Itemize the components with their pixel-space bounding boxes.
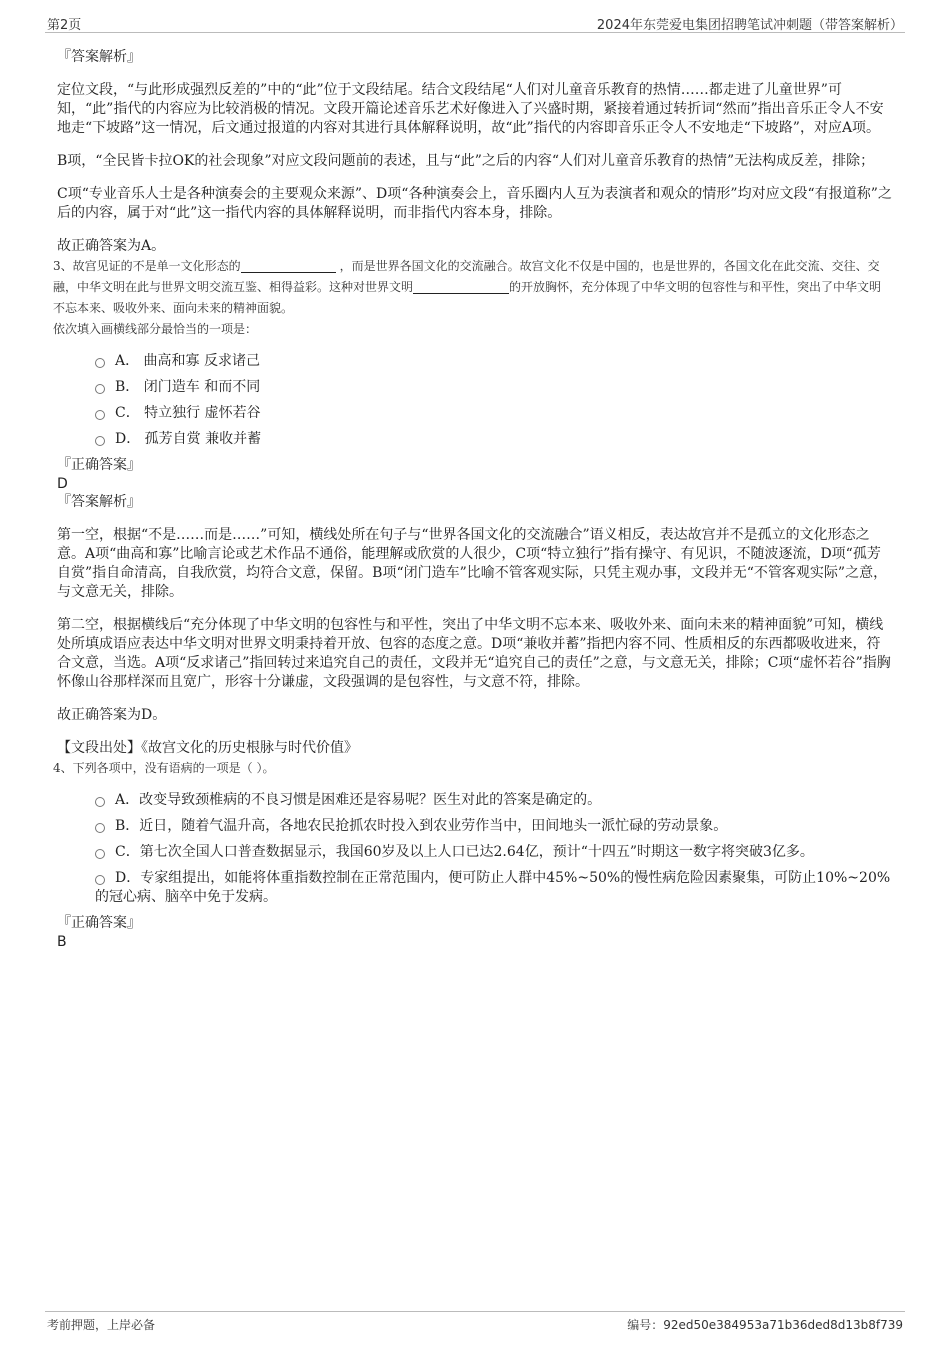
page-number: 第2页 xyxy=(47,18,82,33)
analysis-tag: 『答案解析』 xyxy=(57,494,141,510)
radio-icon[interactable] xyxy=(95,436,105,446)
question-3: 3、故宫见证的不是单一文化形态的 ，而是世界各国文化的交流融合。故宫文化不仅是中国的，也是世界的，各国文化在此交流、交往、交融，中华文明在此与世界文明交流互鉴、相得益彩。这种对世界文明 的开放胸怀，充分体现了中华文明的包容性与和平性，突出了中华文明不忘本来、吸收外来、面向未来的精神面貌。 xyxy=(53,259,882,315)
question-prompt: 依次填入画横线部分最恰当的一项是： xyxy=(53,322,258,336)
option-d[interactable]: D． 孤芳自赏 兼收并蓄 xyxy=(95,430,893,449)
question-4-options xyxy=(95,791,893,907)
radio-icon[interactable] xyxy=(95,875,105,885)
question-4: 4、下列各项中，没有语病的一项是（ ）。 xyxy=(53,761,275,775)
correct-answer-tag: 『正确答案』 xyxy=(57,915,141,931)
radio-icon[interactable] xyxy=(95,384,105,394)
correct-answer: B xyxy=(57,934,67,950)
conclusion: 故正确答案为A。 xyxy=(57,238,166,254)
analysis-paragraph: 第二空，根据横线后“充分体现了中华文明的包容性与和平性，突出了中华文明不忘本来、吸收外来、面向未来的精神面貌”可知，横线处所填成语应表达中华文明对世界文明秉持着开放、包容的态度之意。D项“兼收并蓄”指把内容不同、性质相反的东西都吸收进来，符合文意，当选。A项“反求诸己”指回转过来追究自己的责任，文段并无“追究自己的责任”之意，与文意无关，排除；C项“虚怀若谷”指胸怀像山谷那样深而且宽广，形容十分谦虚，文段强调的是包容性，与文意不符，排除。 xyxy=(57,617,891,690)
passage-source: 【文段出处】《故宫文化的历史根脉与时代价值》 xyxy=(57,740,358,756)
conclusion: 故正确答案为D。 xyxy=(57,707,167,723)
correct-answer-tag: 『正确答案』 xyxy=(57,457,141,473)
answer-blank-1 xyxy=(241,258,336,273)
analysis-paragraph: C项“专业音乐人士是各种演奏会的主要观众来源”、D项“各种演奏会上，音乐圈内人互为表演者和观众的情形”均对应文段“有报道称”之后的内容，属于对“此”这一指代内容的具体解释说明，而非指代内容本身，排除。 xyxy=(57,186,892,221)
correct-answer: D xyxy=(57,476,68,492)
radio-icon[interactable] xyxy=(95,410,105,420)
page-header xyxy=(45,10,905,33)
option-b[interactable]: B．近日，随着气温升高，各地农民抢抓农时投入到农业劳作当中，田间地头一派忙碌的劳动景象。 xyxy=(95,817,893,836)
radio-icon[interactable] xyxy=(95,358,105,368)
document-code: 编号：92ed50e384953a71b36ded8d13b8f739 xyxy=(627,1318,903,1332)
analysis-paragraph: 第一空，根据“不是……而是……”可知，横线处所在句子与“世界各国文化的交流融合”语义相反，表达故宫并不是孤立的文化形态之意。A项“曲高和寡”比喻言论或艺术作品不通俗，能理解或欣赏的人很少，C项“特立独行”指有操守、有见识，不随波逐流，D项“孤芳自赏”指自命清高，自我欣赏，均符合文意，保留。B项“闭门造车”比喻不管客观实际，只凭主观办事，文段并无“不管客观实际”之意，与文意无关，排除。 xyxy=(57,527,888,600)
document-title: 2024年东莞爱电集团招聘笔试冲刺题（带答案解析） xyxy=(596,18,903,33)
page-content xyxy=(53,48,893,951)
option-a[interactable]: A．改变导致颈椎病的不良习惯是困难还是容易呢？医生对此的答案是确定的。 xyxy=(95,791,893,810)
footer-slogan: 考前押题，上岸必备 xyxy=(47,1318,156,1332)
option-b[interactable]: B． 闭门造车 和而不同 xyxy=(95,378,893,397)
radio-icon[interactable] xyxy=(95,849,105,859)
radio-icon[interactable] xyxy=(95,797,105,807)
option-d[interactable]: D．专家组提出，如能将体重指数控制在正常范围内，便可防止人群中45%~50%的慢性病危险因素聚集，可防止10%~20%的冠心病、脑卒中免于发病。 xyxy=(95,870,891,905)
analysis-paragraph: 定位文段，“与此形成强烈反差的”中的“此”位于文段结尾。结合文段结尾“人们对儿童音乐教育的热情……都走进了儿童世界”可知，“此”指代的内容应为比较消极的情况。文段开篇论述音乐艺术好像进入了兴盛时期，紧接着通过转折词“然而”指出音乐正令人不安地走“下坡路”这一情况，后文通过报道的内容对其进行具体解释说明，故“此”指代的内容即音乐正令人不安地走“下坡路”，对应A项。 xyxy=(57,82,884,136)
option-a[interactable]: A． 曲高和寡 反求诸己 xyxy=(95,352,893,371)
analysis-tag: 『答案解析』 xyxy=(57,49,141,65)
option-c[interactable]: C．第七次全国人口普查数据显示，我国60岁及以上人口已达2.64亿，预计“十四五”时期这一数字将突破3亿多。 xyxy=(95,843,893,862)
answer-blank-2 xyxy=(413,279,509,294)
analysis-paragraph: B项，“全民皆卡拉OK的社会现象”对应文段问题前的表述，且与“此”之后的内容“人们对儿童音乐教育的热情”无法构成反差，排除； xyxy=(57,153,875,169)
radio-icon[interactable] xyxy=(95,823,105,833)
page-footer xyxy=(45,1311,905,1342)
option-c[interactable]: C． 特立独行 虚怀若谷 xyxy=(95,404,893,423)
question-3-options xyxy=(95,352,893,449)
